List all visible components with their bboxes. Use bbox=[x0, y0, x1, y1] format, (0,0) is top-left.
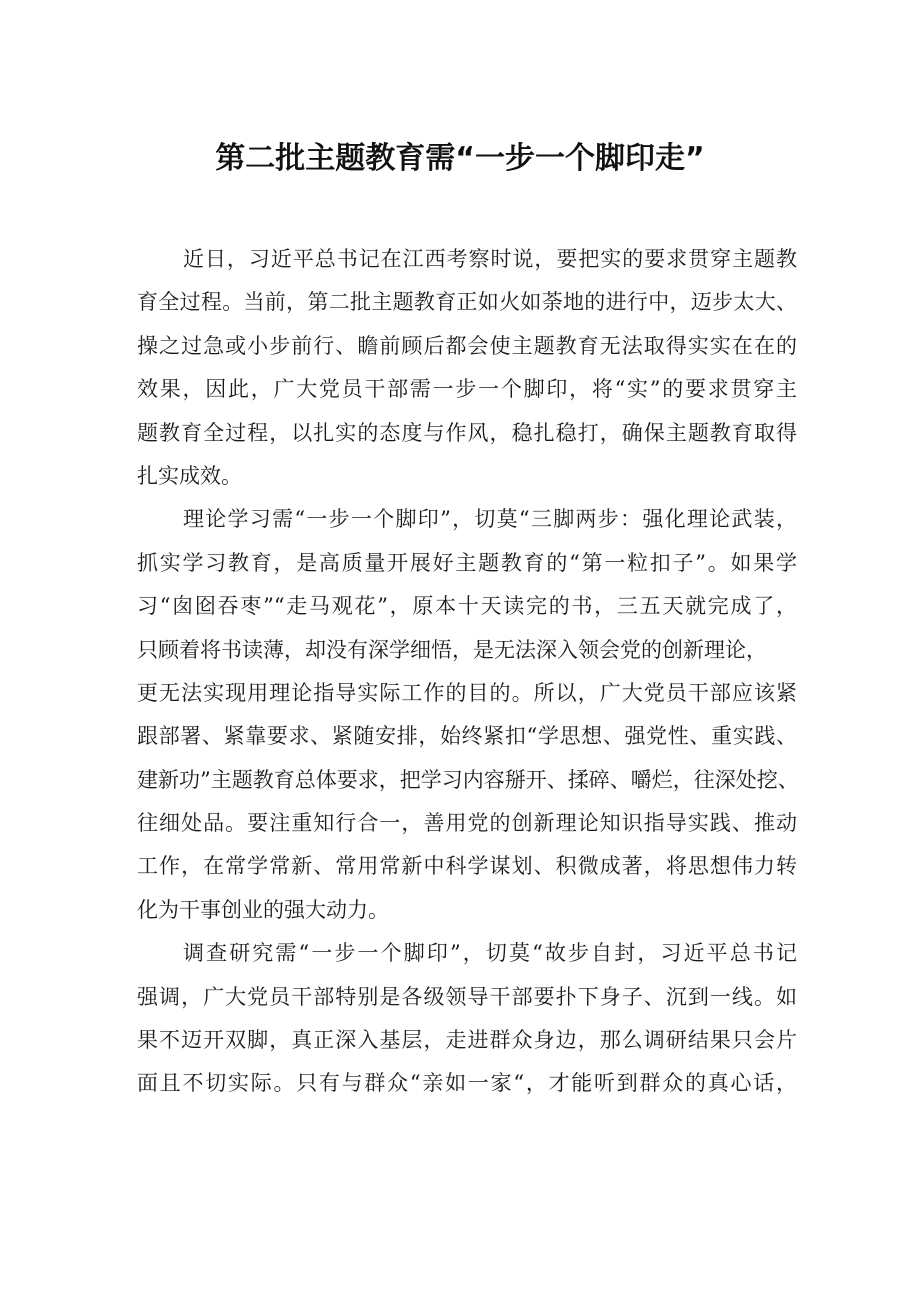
text-line: 工作，在常学常新、常用常新中科学谋划、积微成著，将思想伟力转 bbox=[137, 854, 797, 879]
article-body bbox=[137, 238, 797, 1106]
paragraph-3 bbox=[137, 932, 797, 1106]
text-line: 化为干事创业的强大动力。 bbox=[137, 897, 389, 922]
paragraph-1 bbox=[137, 238, 797, 498]
text-line: 题教育全过程，以扎实的态度与作风，稳扎稳打，确保主题教育取得 bbox=[137, 420, 797, 445]
text-line: 抓实学习教育，是高质量开展好主题教育的“第一粒扣子”。如果学 bbox=[137, 550, 797, 575]
text-line: 调查研究需“一步一个脚印”，切莫“故步自封，习近平总书记 bbox=[183, 941, 797, 966]
text-line: 跟部署、紧靠要求、紧随安排，始终紧扣“学思想、强党性、重实践、 bbox=[137, 724, 797, 749]
text-line: 建新功”主题教育总体要求，把学习内容掰开、揉碎、嚼烂，往深处挖、 bbox=[137, 767, 799, 792]
text-line: 更无法实现用理论指导实际工作的目的。所以，广大党员干部应该紧 bbox=[137, 680, 797, 705]
text-line: 只顾着将书读薄，却没有深学细悟，是无法深入领会党的创新理论， bbox=[137, 637, 767, 662]
page-title: 第二批主题教育需“一步一个脚印走” bbox=[215, 141, 705, 176]
text-line: 育全过程。当前，第二批主题教育正如火如荼地的进行中，迈步太大、 bbox=[137, 290, 797, 315]
text-line: 果不迈开双脚，真正深入基层，走进群众身边，那么调研结果只会片 bbox=[137, 1028, 797, 1053]
text-line: 扎实成效。 bbox=[137, 463, 242, 488]
text-line: 往细处品。要注重知行合一，善用党的创新理论知识指导实践、推动 bbox=[137, 811, 797, 836]
text-line: 效果，因此，广大党员干部需一步一个脚印，将“实”的要求贯穿主 bbox=[137, 377, 797, 402]
text-line: 强调，广大党员干部特别是各级领导干部要扑下身子、沉到一线。如 bbox=[137, 984, 797, 1009]
text-line: 理论学习需“一步一个脚印”，切莫“三脚两步：强化理论武装， bbox=[183, 507, 797, 532]
paragraph-2 bbox=[137, 498, 797, 932]
text-line: 面且不切实际。只有与群众“亲如一家“，才能听到群众的真心话， bbox=[137, 1071, 797, 1096]
text-line: 近日，习近平总书记在江西考察时说，要把实的要求贯穿主题教 bbox=[183, 247, 797, 271]
text-line: 习“囱囵吞枣”“走马观花”，原本十天读完的书，三五天就完成了， bbox=[137, 594, 797, 619]
text-line: 操之过急或小步前行、瞻前顾后都会使主题教育无法取得实实在在的 bbox=[137, 333, 797, 358]
